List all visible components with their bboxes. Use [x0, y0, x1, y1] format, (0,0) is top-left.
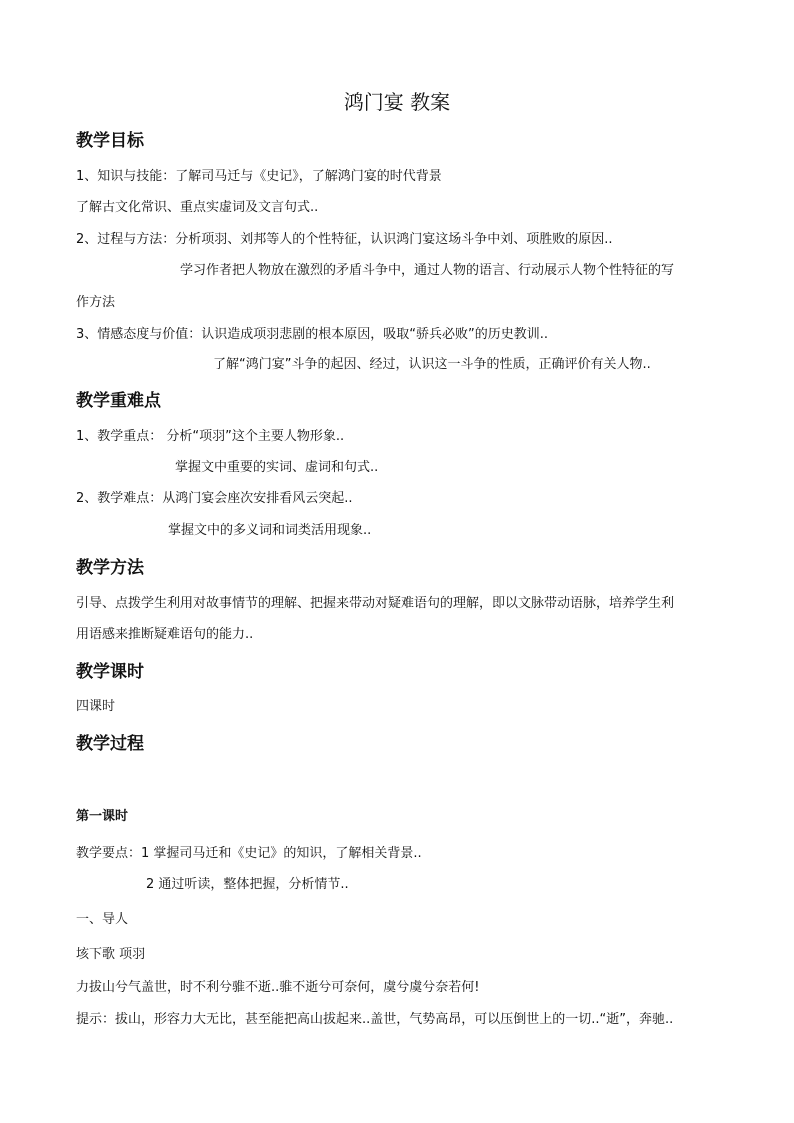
key-points-heading: 教学重难点: [76, 391, 161, 411]
hours-text: 四课时: [76, 699, 116, 714]
lesson-title: 第一课时: [76, 809, 129, 824]
document-title: 鸿门宴 教案: [343, 90, 451, 114]
lesson-point-2: 2 通过听读，整体把握，分析情节..: [146, 877, 349, 892]
key-points-line-1: 1、教学重点： 分析“项羽”这个主要人物形象..: [76, 429, 345, 444]
lesson-point-1: 教学要点：1 掌握司马迁和《史记》的知识，了解相关背景..: [76, 846, 422, 861]
objectives-line-3: 2、过程与方法：分析项羽、刘邦等人的个性特征，认识鸿门宴这场斗争中刘、项胜败的原因..: [76, 232, 613, 247]
methods-line-1: 引导、点拨学生利用对故事情节的理解、把握来带动对疑难语句的理解，即以文脉带动语脉，培养学生利: [76, 596, 675, 611]
section-intro: 一、导人: [76, 912, 129, 927]
objectives-heading: 教学目标: [76, 131, 144, 151]
key-points-line-3: 2、教学难点：从鸿门宴会座次安排看风云突起..: [76, 491, 353, 506]
poem-hint: 提示：拔山，形容力大无比，甚至能把高山拔起来..盖世，气势高昂，可以压倒世上的一切..“逝”，奔驰..: [76, 1012, 674, 1027]
objectives-line-7: 了解“鸿门宴”斗争的起因、经过，认识这一斗争的性质，正确评价有关人物..: [213, 357, 651, 372]
objectives-line-1: 1、知识与技能：了解司马迁与《史记》，了解鸿门宴的时代背景: [76, 169, 442, 184]
key-points-line-2: 掌握文中重要的实词、虚词和句式..: [175, 460, 379, 475]
process-heading: 教学过程: [76, 734, 144, 754]
poem-title: 垓下歌 项羽: [76, 947, 146, 962]
objectives-line-6: 3、情感态度与价值：认识造成项羽悲剧的根本原因，吸取“骄兵必败”的历史教训..: [76, 327, 549, 342]
hours-heading: 教学课时: [76, 662, 144, 682]
poem-line: 力拔山兮气盖世，时不利兮骓不逝..骓不逝兮可奈何，虞兮虞兮奈若何!: [76, 980, 480, 995]
objectives-line-4: 学习作者把人物放在激烈的矛盾斗争中，通过人物的语言、行动展示人物个性特征的写: [180, 263, 675, 278]
objectives-line-2: 了解古文化常识、重点实虚词及文言句式..: [76, 200, 319, 215]
methods-heading: 教学方法: [76, 558, 144, 578]
key-points-line-4: 掌握文中的多义词和词类活用现象..: [168, 523, 372, 538]
objectives-line-5: 作方法: [76, 295, 116, 310]
methods-line-2: 用语感来推断疑难语句的能力..: [76, 627, 254, 642]
